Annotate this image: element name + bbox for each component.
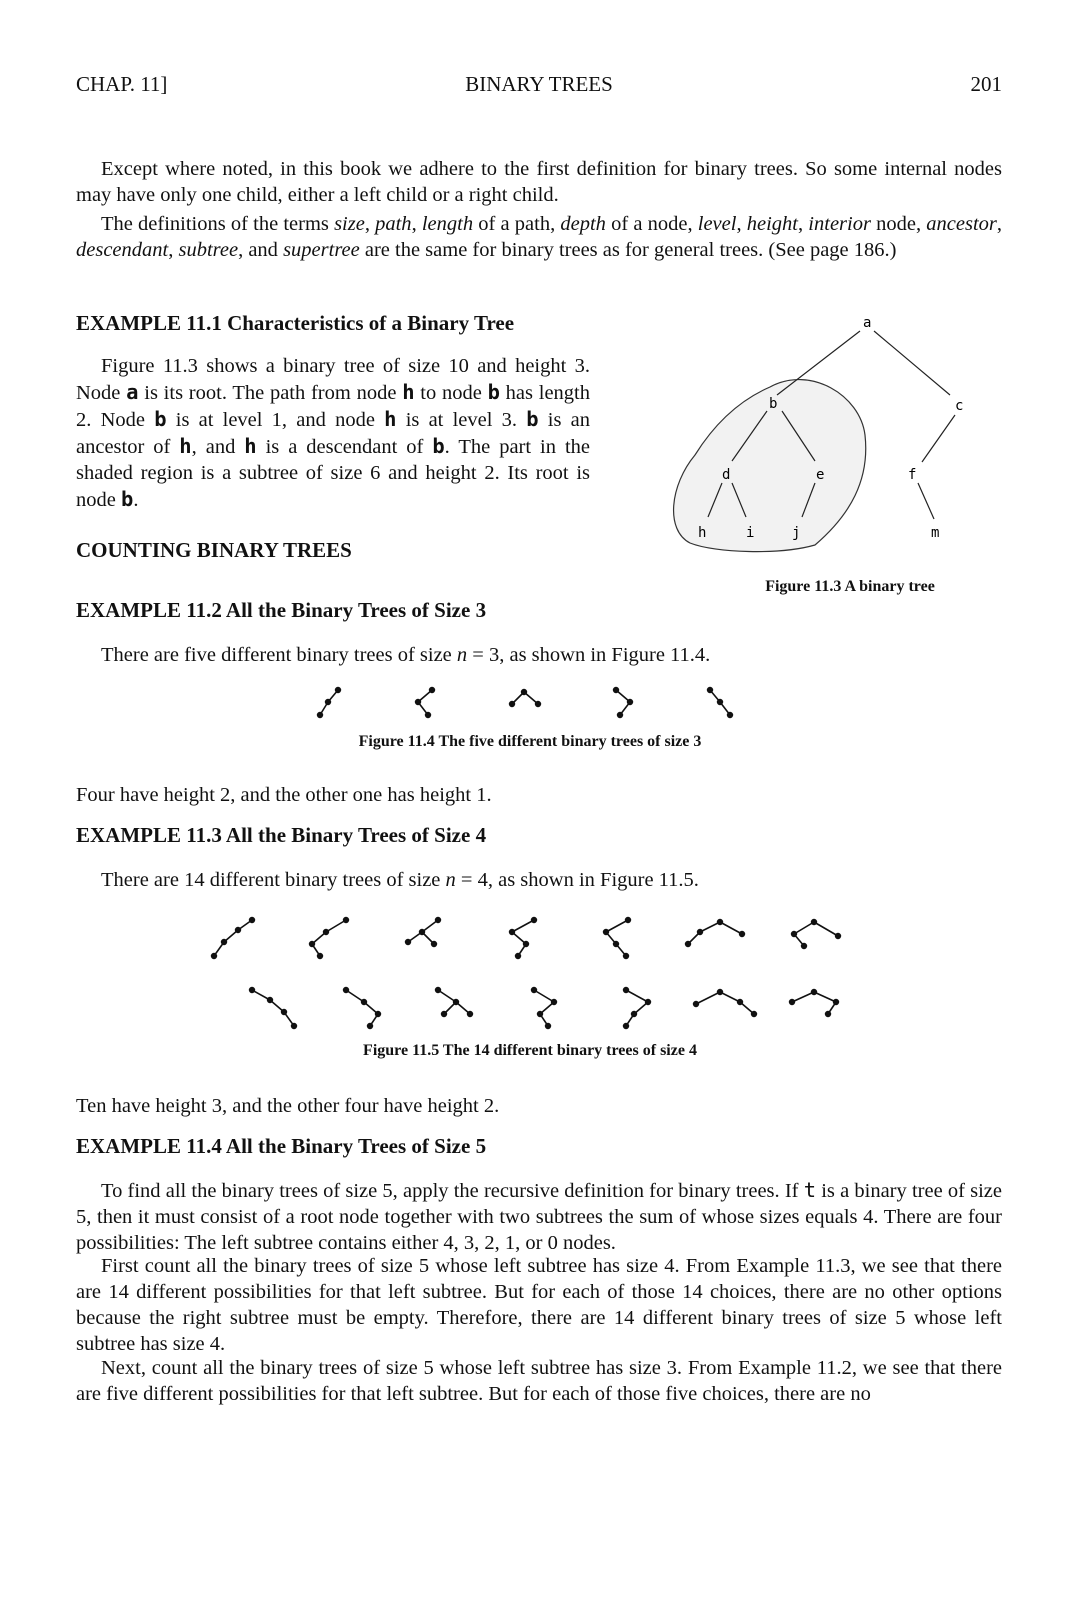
example-11-3-text: There are 14 different binary trees of size n = 4, as shown in Figure 11.5.	[101, 869, 699, 891]
node-e: e	[816, 467, 825, 483]
example-11-1-heading: EXAMPLE 11.1 Characteristics of a Binary Tree	[76, 311, 515, 335]
tree-shape	[250, 988, 297, 1029]
node-h: h	[698, 525, 707, 541]
example-11-4-heading: EXAMPLE 11.4 All the Binary Trees of Size 5	[76, 1134, 487, 1158]
tree-shape	[694, 990, 757, 1017]
tree-shape	[604, 918, 631, 959]
node-b: b	[769, 396, 778, 412]
figure-11-5-trees	[200, 910, 860, 1040]
tree-shape	[792, 920, 841, 949]
running-header	[76, 72, 1002, 102]
tree-shape	[686, 920, 745, 947]
tree-shape	[624, 988, 651, 1029]
figure-11-4-caption: Figure 11.4 The five different binary trees of size 3	[358, 733, 702, 750]
figure-11-5-caption: Figure 11.5 The 14 different binary trees of size 4	[363, 1042, 697, 1059]
tree-shape	[406, 918, 441, 947]
tree-shape	[310, 918, 349, 959]
node-d: d	[722, 467, 731, 483]
tree-shape	[614, 688, 633, 718]
example-11-4-paragraph-1: To find all the binary trees of size 5, apply the recursive definition for binary trees. If t is a binary tree of size 5, then it must consist of a root node together with two subtrees the sum of whose sizes equals 4. There are four possibilities: The left subtree contains either 4, 3, 2, 1, or 0 nodes.	[76, 1178, 1002, 1254]
tree-shape	[436, 988, 473, 1017]
node-j: j	[792, 525, 801, 541]
node-a: a	[863, 315, 872, 331]
example-11-2-text: There are five different binary trees of size n = 3, as shown in Figure 11.4.	[101, 644, 711, 666]
example-11-2-after: Four have height 2, and the other one has height 1.	[76, 784, 492, 806]
example-11-4-paragraph-3: Next, count all the binary trees of size 5 whose left subtree has size 3. From Example 11.2, we see that there are five different possibilities for that left subtree. But for each of those five choices, there are no	[76, 1357, 1002, 1405]
node-i: i	[746, 525, 755, 541]
example-11-2-heading: EXAMPLE 11.2 All the Binary Trees of Size 3	[76, 598, 487, 622]
tree-shape	[510, 918, 537, 959]
figure-11-3-caption: Figure 11.3 A binary tree	[765, 578, 935, 595]
header-title: BINARY TREES	[465, 72, 613, 96]
node-m: m	[931, 525, 940, 541]
figure-11-4-trees	[300, 682, 760, 726]
tree-shape	[416, 688, 435, 718]
section-heading: COUNTING BINARY TREES	[76, 538, 352, 562]
tree-shape	[212, 918, 255, 959]
page-number: 201	[970, 72, 1002, 96]
tree-shape	[790, 990, 839, 1017]
example-11-3-after: Ten have height 3, and the other four have height 2.	[76, 1095, 500, 1117]
tree-shape	[318, 688, 341, 718]
tree-shape	[532, 988, 557, 1029]
tree-shape	[708, 688, 733, 718]
intro-paragraph-1: Except where noted, in this book we adhere to the first definition for binary trees. So some internal nodes may have only one child, either a left child or a right child.	[76, 158, 1002, 206]
node-f: f	[908, 467, 917, 483]
intro-paragraph-2: The definitions of the terms size, path, length of a path, depth of a node, level, height, interior node, ancestor, descendant, subtree, and supertree are the same for binary trees as for general trees. (See page 186.)	[76, 213, 1002, 261]
chapter-label: CHAP. 11]	[76, 72, 168, 96]
example-11-3-heading: EXAMPLE 11.3 All the Binary Trees of Size 4	[76, 823, 487, 847]
example-11-4-paragraph-2: First count all the binary trees of size 5 whose left subtree has size 4. From Example 11.3, we see that there are 14 different possibilities for that left subtree. But for each of those 14 choices, there are no other options because the right subtree must be empty. Therefore, there are 14 different binary trees of size 5 whose left subtree has size 4.	[76, 1255, 1002, 1355]
tree-shape	[510, 690, 541, 707]
figure-11-3-binary-tree	[660, 305, 1000, 555]
node-c: c	[955, 398, 964, 414]
example-11-1-text: Figure 11.3 shows a binary tree of size 10 and height 3. Node a is its root. The path from node h to node b has length 2. Node b is at level 1, and node h is at level 3. b is an ancestor of h, and h is a descendant of b. The part in the shaded region is a subtree of size 6 and height 2. Its root is node b.	[76, 355, 591, 511]
tree-shape	[344, 988, 381, 1029]
